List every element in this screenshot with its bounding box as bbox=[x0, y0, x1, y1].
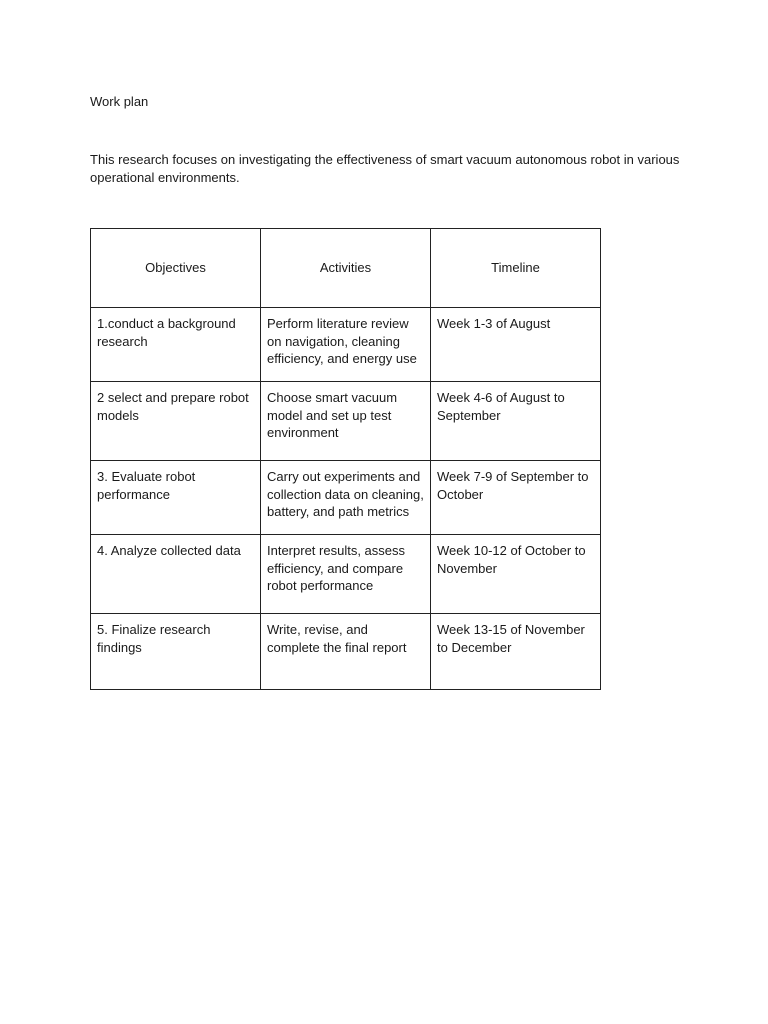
timeline-cell: Week 7-9 of September to October bbox=[431, 461, 601, 535]
header-timeline: Timeline bbox=[431, 229, 601, 308]
table-row bbox=[91, 461, 601, 535]
table-header-row bbox=[91, 229, 601, 308]
table-row bbox=[91, 535, 601, 614]
activity-cell: Write, revise, and complete the final report bbox=[261, 614, 431, 690]
page-title: Work plan bbox=[90, 94, 149, 109]
timeline-cell: Week 4-6 of August to September bbox=[431, 382, 601, 461]
timeline-cell: Week 13-15 of November to December bbox=[431, 614, 601, 690]
header-activities: Activities bbox=[261, 229, 431, 308]
activity-cell: Choose smart vacuum model and set up test environment bbox=[261, 382, 431, 461]
timeline-cell: Week 1-3 of August bbox=[431, 308, 601, 382]
table-row bbox=[91, 308, 601, 382]
objective-cell: 5. Finalize research findings bbox=[91, 614, 261, 690]
objective-cell: 3. Evaluate robot performance bbox=[91, 461, 261, 535]
objective-cell: 4. Analyze collected data bbox=[91, 535, 261, 614]
activity-cell: Interpret results, assess efficiency, and compare robot performance bbox=[261, 535, 431, 614]
objective-cell: 1.conduct a background research bbox=[91, 308, 261, 382]
work-plan-table bbox=[90, 228, 601, 690]
table-row bbox=[91, 382, 601, 461]
objective-cell: 2 select and prepare robot models bbox=[91, 382, 261, 461]
timeline-cell: Week 10-12 of October to November bbox=[431, 535, 601, 614]
activity-cell: Carry out experiments and collection data on cleaning, battery, and path metrics bbox=[261, 461, 431, 535]
activity-cell: Perform literature review on navigation, cleaning efficiency, and energy use bbox=[261, 308, 431, 382]
header-objectives: Objectives bbox=[91, 229, 261, 308]
intro-paragraph: This research focuses on investigating the effectiveness of smart vacuum autonomous robot in various operational environments. bbox=[90, 152, 680, 185]
table-row bbox=[91, 614, 601, 690]
